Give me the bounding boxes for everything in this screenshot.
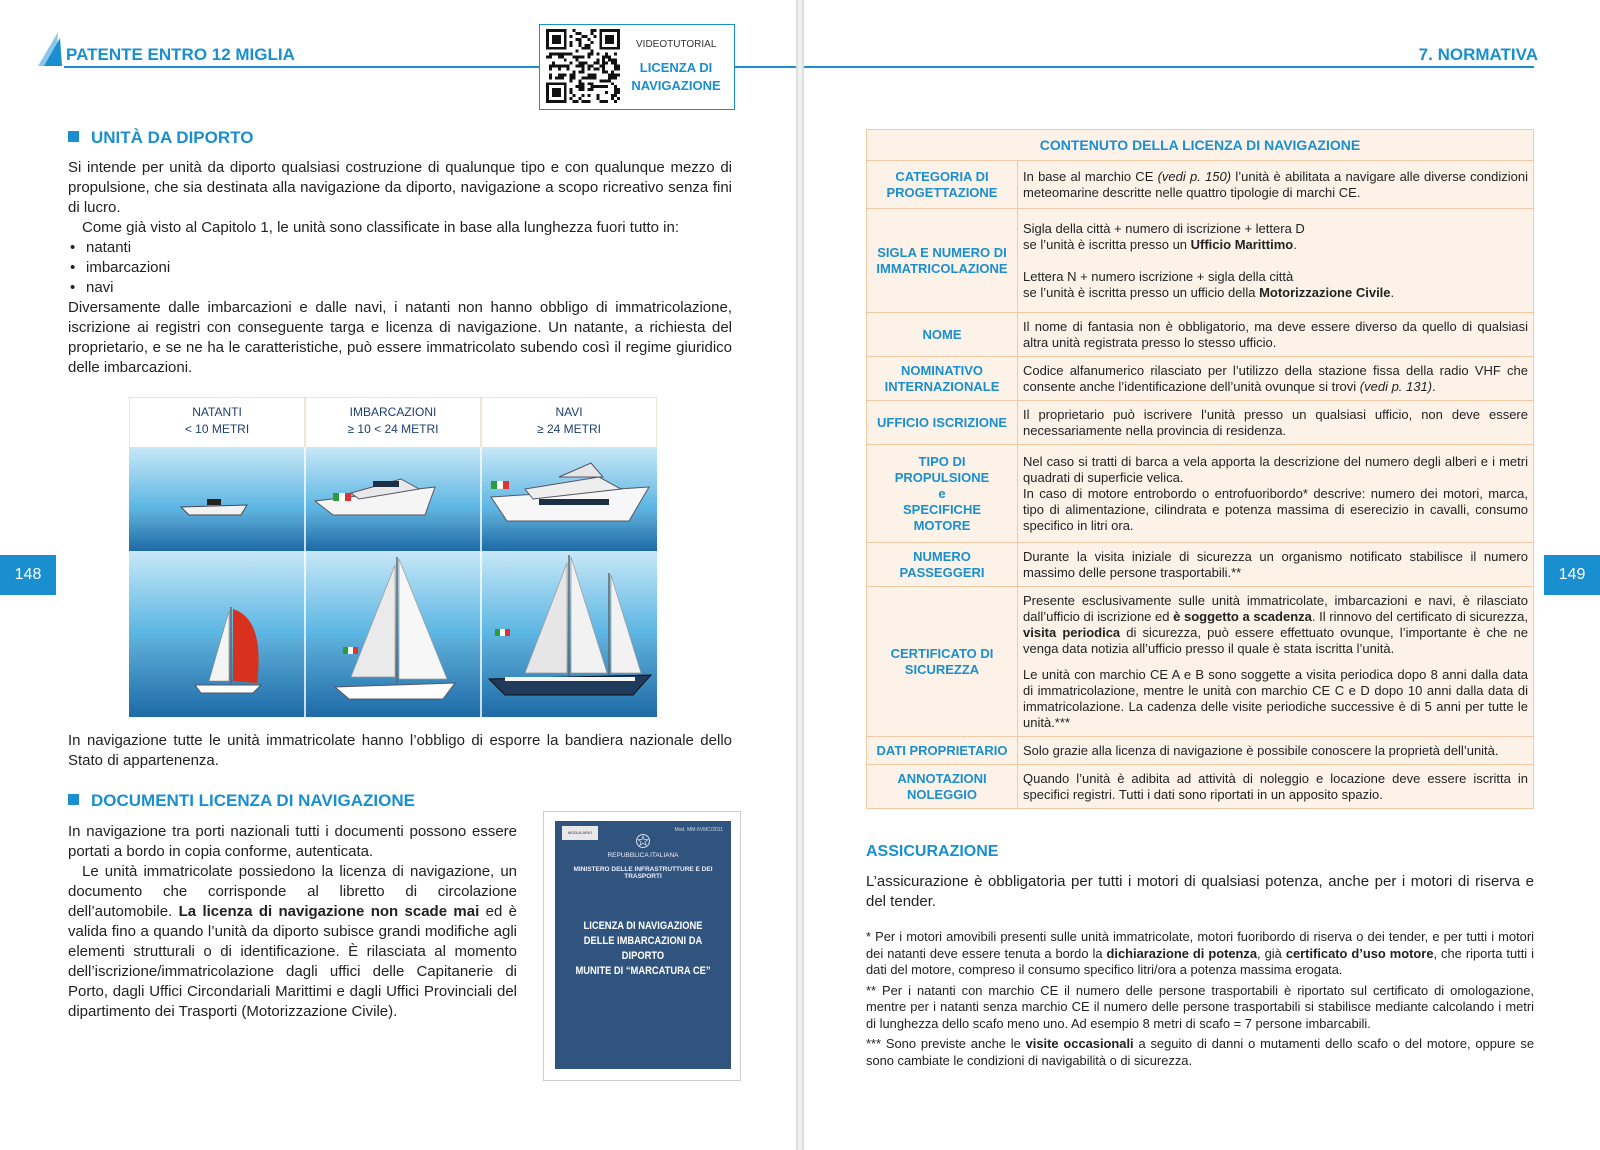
row-description: [1018, 161, 1534, 209]
category-line: SIGLA E NUMERO DI: [877, 244, 1007, 260]
column-label: ≥ 10 < 24 METRI: [347, 422, 439, 436]
category-line: NUMERO: [913, 548, 971, 564]
bold-text: La licenza di navigazione non scade mai: [178, 903, 480, 920]
section-heading: [68, 128, 253, 148]
row-description: [1018, 357, 1534, 401]
category-line: NOLEGGIO: [906, 786, 978, 802]
square-bullet-icon: [68, 131, 79, 142]
footnote: [866, 929, 1534, 979]
list-item: • imbarcazioni: [68, 258, 732, 278]
document-line: REPUBBLICA ITALIANA: [607, 852, 679, 859]
license-content-table: [866, 129, 1534, 809]
header-rule: [804, 66, 1534, 68]
row-description: Solo grazie alla licenza di navigazione è possibile conoscere la proprietà dell’unità.: [1018, 737, 1534, 765]
list-item: • navi: [68, 278, 732, 298]
category-line: MOTORE: [913, 517, 971, 533]
section-heading-text: DOCUMENTI LICENZA DI NAVIGAZIONE: [91, 791, 415, 810]
text-run: , già: [1257, 945, 1286, 961]
bold-text: Ufficio Marittimo: [1190, 236, 1294, 252]
row-category: [867, 445, 1018, 543]
text-run: se l’unità è iscritta presso un: [1023, 236, 1191, 252]
document-title: [568, 919, 718, 979]
row-description: Quando l’unità è adibita ad attività di noleggio e locazione deve essere iscritta in specifici registri. Tutti i dati sono riportati in un apposito spazio.: [1018, 765, 1534, 809]
text-run: .: [1390, 284, 1395, 300]
text-run: l’unità è abilitata a navigare alle diverse condizioni meteomarine descritte nelle quattro tipologie di marchi CE.: [1023, 168, 1528, 200]
category-line: SICUREZZA: [904, 661, 980, 677]
paragraph: [1023, 593, 1528, 657]
row-description: [1018, 209, 1534, 313]
footnote: [866, 1036, 1534, 1069]
text-run: Le unità immatricolate possiedono la licenza di navigazione, un documento che corrisponde al libretto di circolazione dell’automobile.: [68, 863, 517, 920]
table-title: CONTENUTO DELLA LICENZA DI NAVIGAZIONE: [867, 130, 1534, 161]
document-title-line: MUNITE DI “MARCATURA CE”: [575, 965, 711, 977]
row-category: [867, 357, 1018, 401]
bold-text: Motorizzazione Civile: [1259, 284, 1391, 300]
square-bullet-icon: [68, 794, 79, 805]
paragraph: In navigazione tra porti nazionali tutti i documenti possono essere portati a bordo in copia conforme, autenticata.: [68, 823, 517, 860]
text-run: se l’unità è iscritta presso un ufficio della: [1023, 284, 1260, 300]
left-page: [0, 0, 796, 1150]
category-line: PROPULSIONE: [894, 469, 990, 485]
video-tutorial-title-line: NAVIGAZIONE: [631, 78, 721, 93]
paragraph: Come già visto al Capitolo 1, le unità sono classificate in base alla lunghezza fuori tutto in:: [82, 219, 680, 236]
text-run: a seguito di danni o mutamenti dello scafo o del motore, oppure se sono cambiate le condizioni di navigabilità o di sicurezza.: [866, 1036, 1535, 1068]
text-run: Presente esclusivamente sulle unità immatricolate, imbarcazioni e navi, è rilasciato dall’ufficio di iscrizione ed: [1023, 592, 1528, 624]
category-line: INTERNAZIONALE: [884, 378, 1000, 394]
video-tutorial-title: [624, 59, 728, 95]
republic-emblem-icon: [635, 833, 651, 849]
header-title: 7. NORMATIVA: [1418, 45, 1538, 64]
paragraph: Diversamente dalle imbarcazioni e dalle navi, i natanti non hanno obbligo di immatricolazione, iscrizione ai registri con conseguente targa e licenza di navigazione. Un natante, a richiesta del proprietario, e se ne ha le caratteristiche, può essere immatricolato subendo così il regime giuridico delle imbarcazioni.: [68, 299, 732, 376]
row-description: Il proprietario può iscrivere l’unità presso un qualsiasi ufficio, non deve essere necessariamente nella provincia di residenza.: [1018, 401, 1534, 445]
bold-text: visite occasionali: [1025, 1036, 1134, 1051]
italic-text: (vedi p. 150): [1157, 168, 1232, 184]
bold-text: è soggetto a scadenza: [1173, 608, 1312, 624]
bold-text: certificato d’uso motore: [1285, 945, 1434, 961]
document-title-line: LICENZA DI NAVIGAZIONE: [583, 920, 703, 932]
text-run: .: [1432, 378, 1436, 394]
header-title: PATENTE ENTRO 12 MIGLIA: [66, 45, 295, 64]
video-tutorial-box[interactable]: [539, 24, 735, 110]
paragraph: [1023, 269, 1528, 301]
row-category: [867, 209, 1018, 313]
category-line: ANNOTAZIONI: [897, 770, 987, 786]
table-row: [867, 543, 1534, 587]
table-row: [867, 161, 1534, 209]
paragraph: Le unità con marchio CE A e B sono soggette a visita periodica dopo 8 anni dalla data di immatricolazione, mentre le unità con marchio CE C e D dopo 10 anni dalla data di immatricolazione. La cadenza delle visite periodiche successive è di 5 anni per tutte le unità.***: [1023, 666, 1528, 730]
video-tutorial-label: VIDEOTUTORIAL: [636, 39, 717, 50]
section-heading-text: UNITÀ DA DIPORTO: [91, 128, 254, 147]
list-item: • natanti: [68, 238, 732, 258]
document-code: Mod. MM-6VMC/2011: [674, 827, 723, 833]
paragraph: Si intende per unità da diporto qualsiasi costruzione di qualunque tipo e con qualunque mezzo di propulsione, che sia destinata alla navigazione da diporto, navigazione a scopo ricreativo senza fini di lucro.: [68, 159, 732, 216]
table-row: [867, 765, 1534, 809]
section-heading: [68, 791, 415, 811]
book-spine: [796, 0, 804, 1150]
text-run: Codice alfanumerico rilasciato per l’utilizzo della stazione fissa della radio VHF che consente anche l’identificazione dell’unità ovunque si trovi: [1023, 362, 1528, 394]
paragraph: [1023, 221, 1528, 253]
text-run: Lettera N + numero iscrizione + sigla della città: [1023, 268, 1294, 284]
table-row: [867, 209, 1534, 313]
bold-text: visita periodica: [1023, 624, 1121, 640]
table-header-row: [867, 130, 1534, 161]
bold-text: dichiarazione di potenza: [1106, 945, 1258, 961]
italic-text: (vedi p. 131): [1359, 378, 1433, 394]
table-row: [867, 401, 1534, 445]
category-line: CATEGORIA DI: [895, 168, 989, 184]
table-row: [867, 313, 1534, 357]
category-line: CERTIFICATO DI: [890, 645, 994, 661]
row-category: [867, 765, 1018, 809]
table-row: [867, 587, 1534, 737]
table-row: [867, 445, 1534, 543]
sail-logo-icon: [34, 30, 64, 68]
column-label: < 10 METRI: [184, 422, 250, 436]
footnotes: [866, 929, 1534, 1073]
footnote: ** Per i natanti con marchio CE il numero delle persone trasportabili è riportato sul certificato di omologazione, mentre per i natanti senza marchio CE il numero delle persone trasportabili si stabilisce mediante calcolando i metri di lunghezza dello scafo meno uno. Ad esempio 8 metri di scafo = 7 persone imbarcabili.: [866, 982, 1534, 1031]
license-cover: [555, 821, 731, 1069]
category-line: PASSEGGERI: [899, 564, 985, 580]
text-run: * Per i motori amovibili presenti sulle unità immatricolate, motori fuoribordo di riserva o dei tender, e per tutti i motori dei natanti deve essere tenuta a bordo la: [866, 929, 1534, 961]
page-number: 148: [0, 555, 56, 595]
text-run: .: [1293, 236, 1297, 252]
boat-classification-figure: [129, 397, 657, 717]
row-description: [1018, 445, 1534, 543]
paragraph: In caso di motore entrobordo o entrofuoribordo* descrive: numero dei motori, marca, tipo di alimentazione, cilindrata e potenza massima di eserecizio in cavalli, consumo specifico in litri ora.: [1023, 485, 1528, 533]
column-label: NAVI: [555, 405, 583, 419]
document-title-line: DELLE IMBARCAZIONI DA DIPORTO: [583, 935, 703, 962]
modulario-box: MODULARIO: [562, 826, 598, 840]
text-run: *** Sono previste anche le: [866, 1036, 1026, 1051]
section-body: [68, 158, 732, 378]
table-row: [867, 737, 1534, 765]
row-category: UFFICIO ISCRIZIONE: [867, 401, 1018, 445]
qr-code-icon[interactable]: [546, 29, 620, 103]
page-number: 149: [1544, 555, 1600, 595]
category-line: PROGETTAZIONE: [886, 184, 998, 200]
bullet-list: [68, 238, 732, 298]
license-document-photo: [543, 811, 741, 1081]
row-description: [1018, 587, 1534, 737]
document-line: MINISTERO DELLE INFRASTRUTTURE E DEI TRASPORTI: [573, 866, 713, 880]
section-body: [68, 822, 517, 1022]
paragraph: Nel caso si tratti di barca a vela apporta la descrizione del numero degli alberi e i metri quadrati di superficie velica.: [1023, 453, 1528, 485]
text-run: . Il rinnovo del certificato di sicurezza,: [1311, 608, 1528, 624]
row-category: [867, 161, 1018, 209]
table-row: [867, 357, 1534, 401]
paragraph: [68, 862, 517, 1022]
header-rule: [64, 66, 539, 68]
row-description: Durante la visita iniziale di sicurezza un organismo notificato stabilisce il numero massimo delle persone trasportabili.**: [1018, 543, 1534, 587]
category-line: SPECIFICHE: [902, 501, 981, 517]
text-run: di sicurezza, può essere effettuato ovunque, l’importante è che ne venga data notizia all’ufficio presso il quale è stata iscritta l’unità.: [1023, 624, 1528, 656]
row-category: [867, 587, 1018, 737]
row-category: NOME: [867, 313, 1018, 357]
category-line: e: [938, 485, 946, 501]
column-label: IMBARCAZIONI: [349, 405, 437, 419]
text-run: Sigla della città + numero di iscrizione + lettera D: [1023, 220, 1305, 236]
text-run: ed è valida fino a quando l’unità da diporto subisce grandi modifiche agli elementi strutturali o di identificazione. È rilasciata al momento dell’iscrizione/immatricolazione dagli uffici delle Capitanerie di Porto, dagli Uffici Circondariali Marittimi e dagli Uffici Provinciali del dipartimento dei Trasporti (Motorizzazione Civile).: [68, 903, 517, 1020]
header-rule-right: [733, 66, 796, 68]
column-label: NATANTI: [192, 405, 242, 419]
text-run: , che riporta tutti i dati del motore, compreso il consumo specifico litri/ora a potenza massima erogata.: [866, 945, 1535, 977]
category-line: TIPO DI: [918, 453, 966, 469]
section-heading: ASSICURAZIONE: [866, 843, 999, 860]
text-run: In base al marchio CE: [1023, 168, 1158, 184]
row-category: [867, 543, 1018, 587]
video-tutorial-title-line: LICENZA DI: [639, 60, 713, 75]
row-description: Il nome di fantasia non è obbligatorio, ma deve essere diverso da quello di qualsiasi altra unità registrata presso lo stesso ufficio.: [1018, 313, 1534, 357]
category-line: NOMINATIVO: [900, 362, 984, 378]
paragraph: In navigazione tutte le unità immatricolate hanno l’obbligo di esporre la bandiera nazionale dello Stato di appartenenza.: [68, 732, 732, 769]
row-category: DATI PROPRIETARIO: [867, 737, 1018, 765]
category-line: IMMATRICOLAZIONE: [876, 260, 1008, 276]
paragraph: L’assicurazione è obbligatoria per tutti i motori di qualsiasi potenza, anche per i motori di riserva e del tender.: [866, 873, 1534, 910]
column-label: ≥ 24 METRI: [537, 422, 601, 436]
